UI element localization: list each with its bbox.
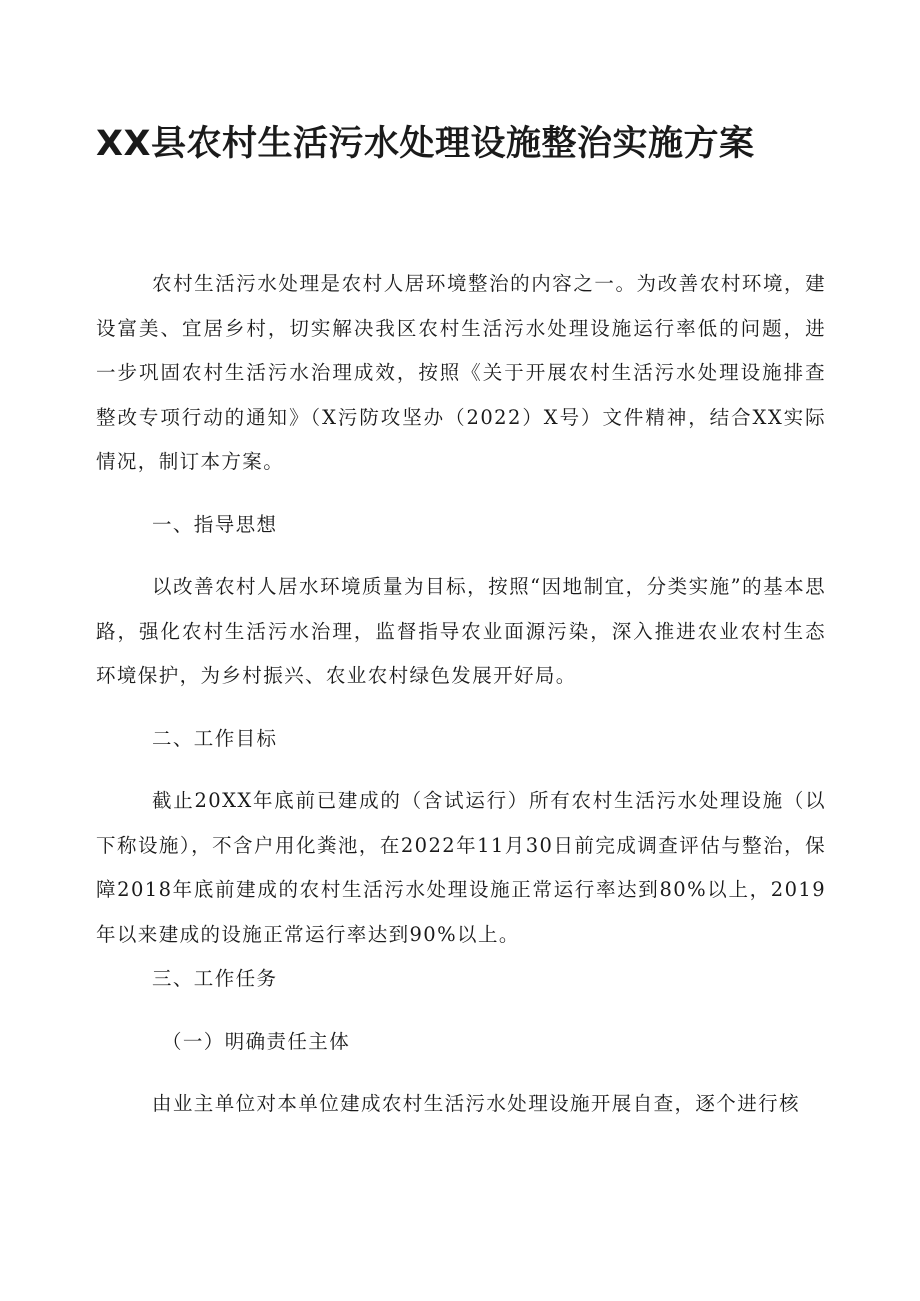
section-heading-work-goals: 二、工作目标: [152, 726, 278, 750]
document-body: [96, 262, 826, 1127]
section-heading-work-tasks: 三、工作任务: [152, 967, 278, 990]
subsection-heading-responsibility: （一）明确责任主体: [162, 1029, 351, 1053]
section-heading-guiding-ideology: 一、指导思想: [152, 512, 278, 536]
work-goals-paragraph: 截止20XX年底前已建成的（含试运行）所有农村生活污水处理设施（以下称设施），不含户用化粪池，在2022年11月30日前完成调查评估与整治，保障2018年底前建成的农村生活污水处理设施正常运行率达到80%以上，2019年以来建成的设施正常运行率达到90%以上。: [96, 789, 826, 946]
document-title: XX县农村生活污水处理设施整治实施方案: [96, 124, 755, 164]
guiding-ideology-paragraph: 以改善农村人居水环境质量为目标，按照“因地制宜，分类实施”的基本思路，强化农村生活污水治理，监督指导农业面源污染，深入推进农业农村生态环境保护，为乡村振兴、农业农村绿色发展开好局。: [96, 575, 826, 687]
intro-paragraph: 农村生活污水处理是农村人居环境整治的内容之一。为改善农村环境，建设富美、宜居乡村，切实解决我区农村生活污水处理设施运行率低的问题，进一步巩固农村生活污水治理成效，按照《关于开展农村生活污水处理设施排查整改专项行动的通知》（X污防攻坚办（2022）X号）文件精神，结合XX实际情况，制订本方案。: [96, 272, 826, 473]
responsibility-paragraph: 由业主单位对本单位建成农村生活污水处理设施开展自查，逐个进行核: [152, 1092, 800, 1115]
